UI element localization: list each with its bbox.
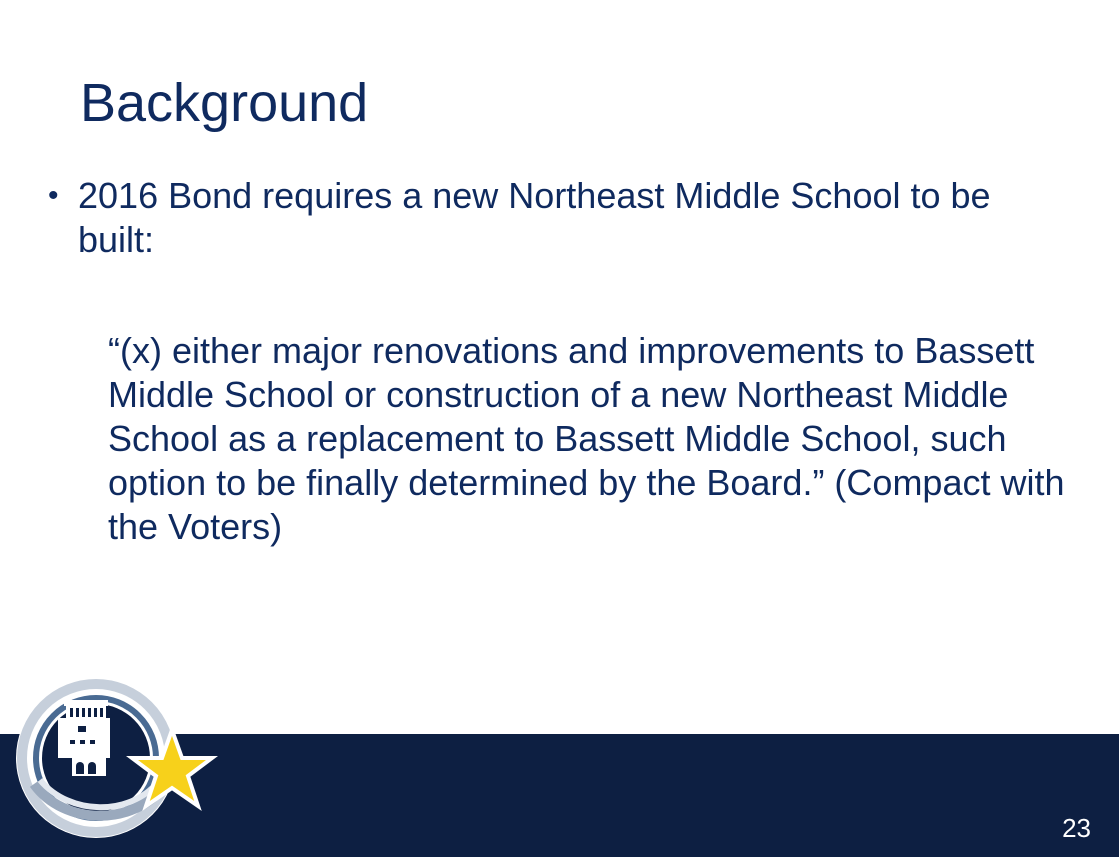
bullet-item — [48, 174, 1058, 262]
bullet-list — [48, 174, 1058, 262]
slide-title: Background — [80, 73, 369, 133]
bullet-text: 2016 Bond requires a new Northeast Middle School to be built: — [78, 175, 991, 260]
district-logo-icon — [14, 676, 224, 846]
page-number: 23 — [1062, 813, 1091, 843]
bullet-dot-icon: • — [48, 179, 59, 212]
quote-text: “(x) either major renovations and improvements to Bassett Middle School or construction of a new Northeast Middle School as a replacement to Bassett Middle School, such option to be finally determined by the Board.” (Compact with the Voters) — [108, 330, 1065, 547]
